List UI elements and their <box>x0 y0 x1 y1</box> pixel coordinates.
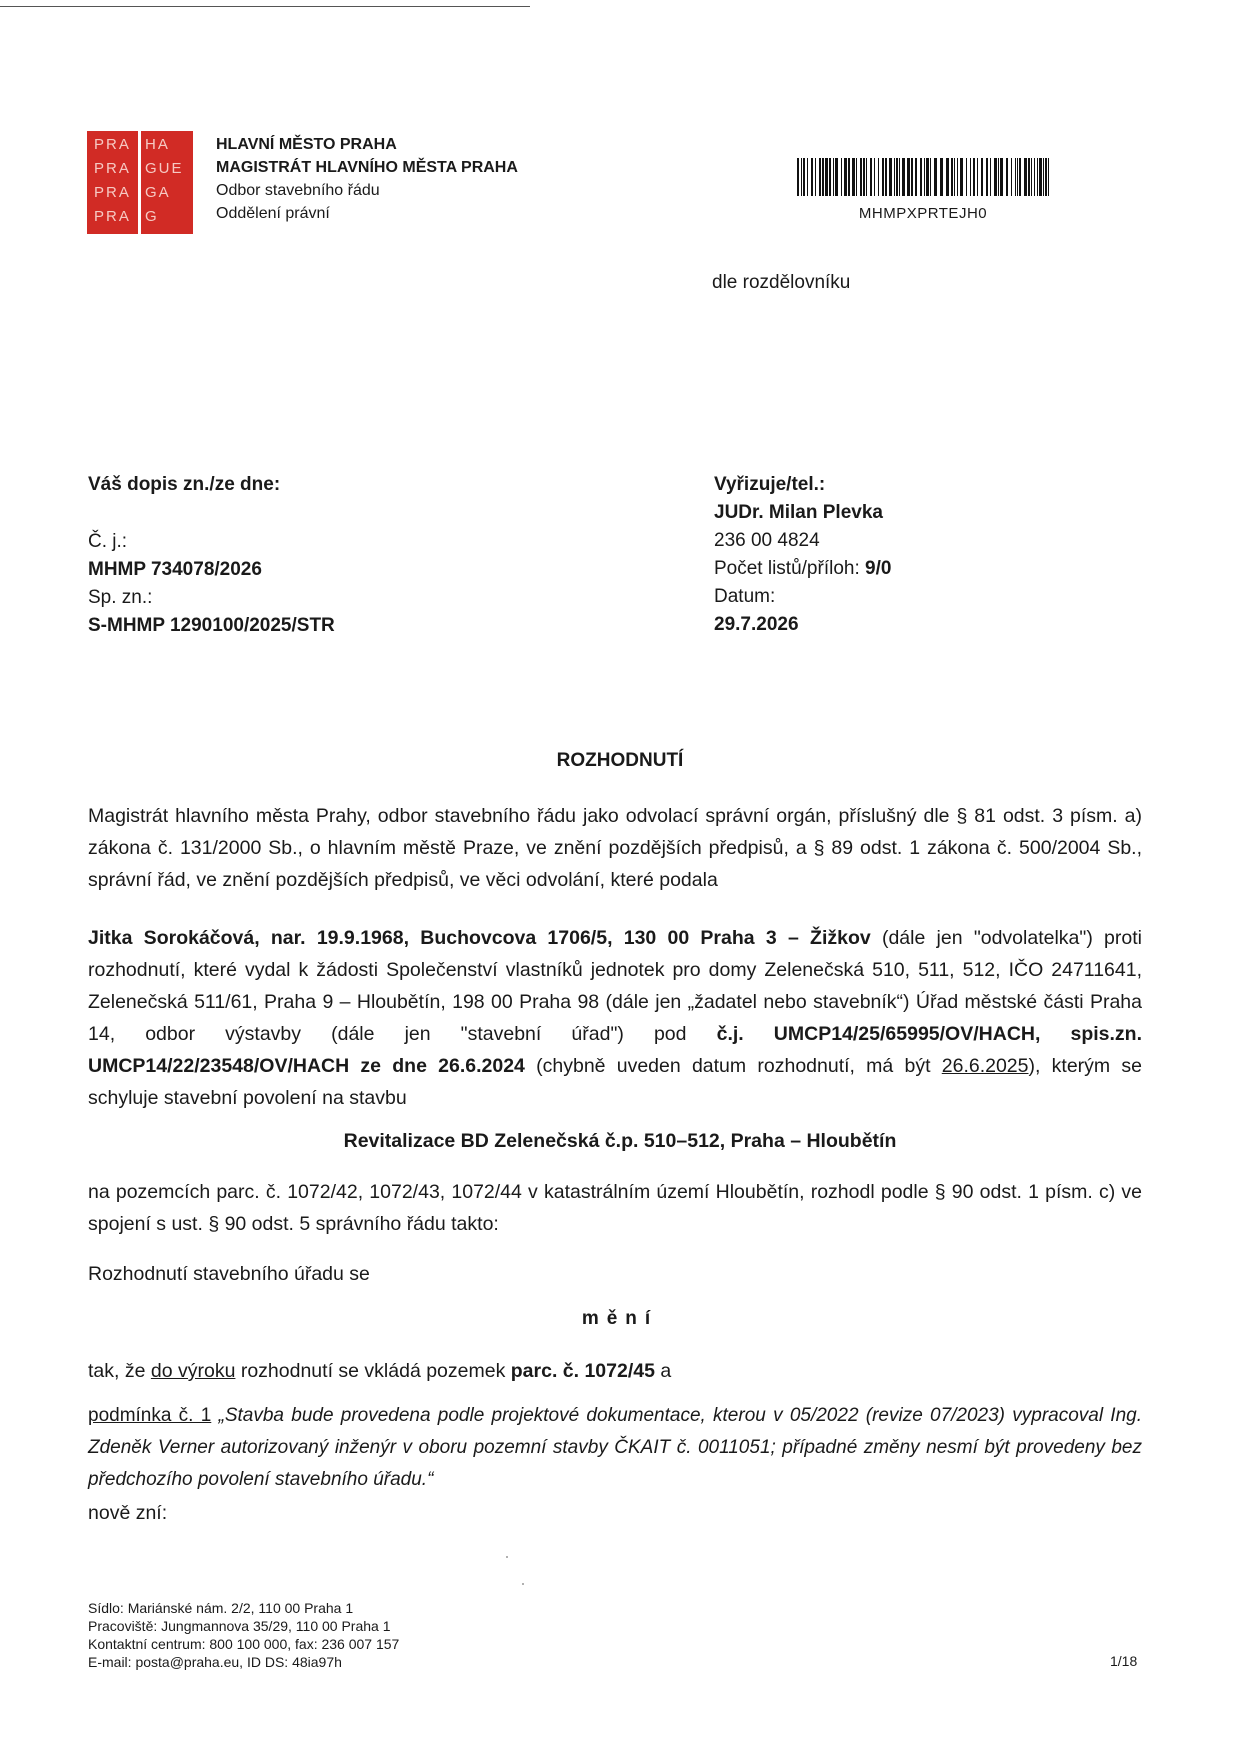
sheets-label: Počet listů/příloh: <box>714 558 866 579</box>
praha-logo <box>87 131 193 234</box>
paragraph-intro: Magistrát hlavního města Prahy, odbor stavebního řádu jako odvolací správní orgán, příslušný dle § 81 odst. 3 písm. a) zákona č. 131/2000 Sb., o hlavním městě Praze, ve znění pozdějších předpisů, a § 89 odst. 1 zákona č. 500/2004 Sb., správní řád, ve znění pozdějších předpisů, ve věci odvolání, které podala <box>88 805 1142 891</box>
paragraph-appeal <box>88 922 1142 1114</box>
scan-speck <box>506 1556 508 1558</box>
paragraph-parcels: na pozemcích parc. č. 1072/42, 1072/43, 1072/44 v katastrálním území Hloubětín, rozhodl podle § 90 odst. 1 písm. c) ve spojení s ust. § 90 odst. 5 správního řádu takto: <box>88 1181 1142 1235</box>
parcel-number: parc. č. 1072/45 <box>510 1360 655 1382</box>
logo-text: PRA <box>94 184 131 201</box>
appeal-text: (chybně uveden datum rozhodnutí, má být <box>524 1055 942 1077</box>
handler-label: Vyřizuje/tel.: <box>714 474 826 495</box>
project-name: Revitalizace BD Zelenečská č.p. 510–512, Praha – Hloubětín <box>343 1130 897 1152</box>
spzn-label: Sp. zn.: <box>88 587 153 608</box>
top-rule <box>0 6 530 7</box>
handler-name: JUDr. Milan Plevka <box>714 502 883 523</box>
logo-text: HA <box>145 136 170 153</box>
logo-text: PRA <box>94 208 131 225</box>
condition-label: podmínka č. 1 <box>88 1405 212 1426</box>
appeal-text: (dále jen "odvolatelka") proti rozhodnutí, které vydal k žádosti Společenství vlastníků jednotek pro domy Zelenečská 510, 511, 512, IČO 24711641, Zelenečská 511/61, Praha 9 – Hloubětín, 198 00 Praha 98 (dále jen „žadatel nebo stavebník“) Úřad městské části Praha 14, odbor výstavby (dále jen "stavební úřad") pod <box>88 927 1142 1045</box>
change-text: rozhodnutí se vkládá pozemek <box>235 1360 511 1382</box>
date-label: Datum: <box>714 586 776 607</box>
footer-workplace: Pracoviště: Jungmannova 35/29, 110 00 Praha 1 <box>88 1618 391 1634</box>
sheets-count <box>714 555 891 583</box>
decision-reference: č.j. UMCP14/25/65995/OV/HACH, spis.zn. UMCP14/22/23548/OV/HACH ze dne 26.6.2024 <box>88 1023 1143 1077</box>
paragraph-change <box>88 1355 1142 1387</box>
barcode <box>797 158 1049 196</box>
paragraph-new-wording: nově zní: <box>88 1502 168 1524</box>
condition-text: „Stavba bude provedena podle projektové dokumentace, kterou v 05/2022 (revize 07/2023) vypracoval Ing. Zdeněk Verner autorizovaný inženýr v oboru pozemní stavby ČKAIT č. 0011051; případné změny nesmí být provedeny bez předchozího povolení stavebního úřadu.“ <box>88 1405 1143 1490</box>
corrected-date: 26.6.2025 <box>941 1055 1029 1077</box>
recipient: dle rozdělovníku <box>712 272 851 293</box>
institution-office: MAGISTRÁT HLAVNÍHO MĚSTA PRAHA <box>216 159 518 176</box>
logo-text: GUE <box>145 160 184 177</box>
paragraph-decision-intro: Rozhodnutí stavebního úřadu se <box>88 1263 370 1285</box>
institution-name: HLAVNÍ MĚSTO PRAHA <box>216 136 397 153</box>
letter-ref-label: Váš dopis zn./ze dne: <box>88 474 281 495</box>
handler-phone: 236 00 4824 <box>714 530 820 551</box>
logo-text: G <box>145 208 159 225</box>
appellant: Jitka Sorokáčová, nar. 19.9.1968, Buchovcova 1706/5, 130 00 Praha 3 – Žižkov <box>88 927 871 949</box>
logo-text: PRA <box>94 160 131 177</box>
decision-word: mění <box>581 1308 659 1329</box>
barcode-code: MHMPXPRTEJH0 <box>858 205 988 222</box>
footer-email: E-mail: posta@praha.eu, ID DS: 48ia97h <box>88 1654 342 1670</box>
date-value: 29.7.2026 <box>714 614 799 635</box>
institution-section: Oddělení právní <box>216 205 330 222</box>
footer-seat: Sídlo: Mariánské nám. 2/2, 110 00 Praha 1 <box>88 1600 354 1616</box>
logo-text: GA <box>145 184 171 201</box>
cj-value: MHMP 734078/2026 <box>88 559 262 580</box>
change-text: tak, že <box>88 1360 151 1382</box>
paragraph-condition <box>88 1400 1142 1496</box>
logo-text: PRA <box>94 136 131 153</box>
footer-contact: Kontaktní centrum: 800 100 000, fax: 236 007 157 <box>88 1636 400 1652</box>
institution-department: Odbor stavebního řádu <box>216 182 380 199</box>
page-number: 1/18 <box>1110 1653 1138 1669</box>
scan-speck <box>522 1583 524 1585</box>
document-title: ROZHODNUTÍ <box>556 750 684 771</box>
sheets-value: 9/0 <box>865 558 892 579</box>
cj-label: Č. j.: <box>88 531 128 552</box>
spzn-value: S-MHMP 1290100/2025/STR <box>88 615 335 636</box>
appeal-text: ), kterým se schyluje stavební povolení na stavbu <box>88 1055 1142 1109</box>
verdict-ref: do výroku <box>150 1360 236 1382</box>
change-text: a <box>654 1360 672 1382</box>
logo-divider <box>138 131 141 234</box>
